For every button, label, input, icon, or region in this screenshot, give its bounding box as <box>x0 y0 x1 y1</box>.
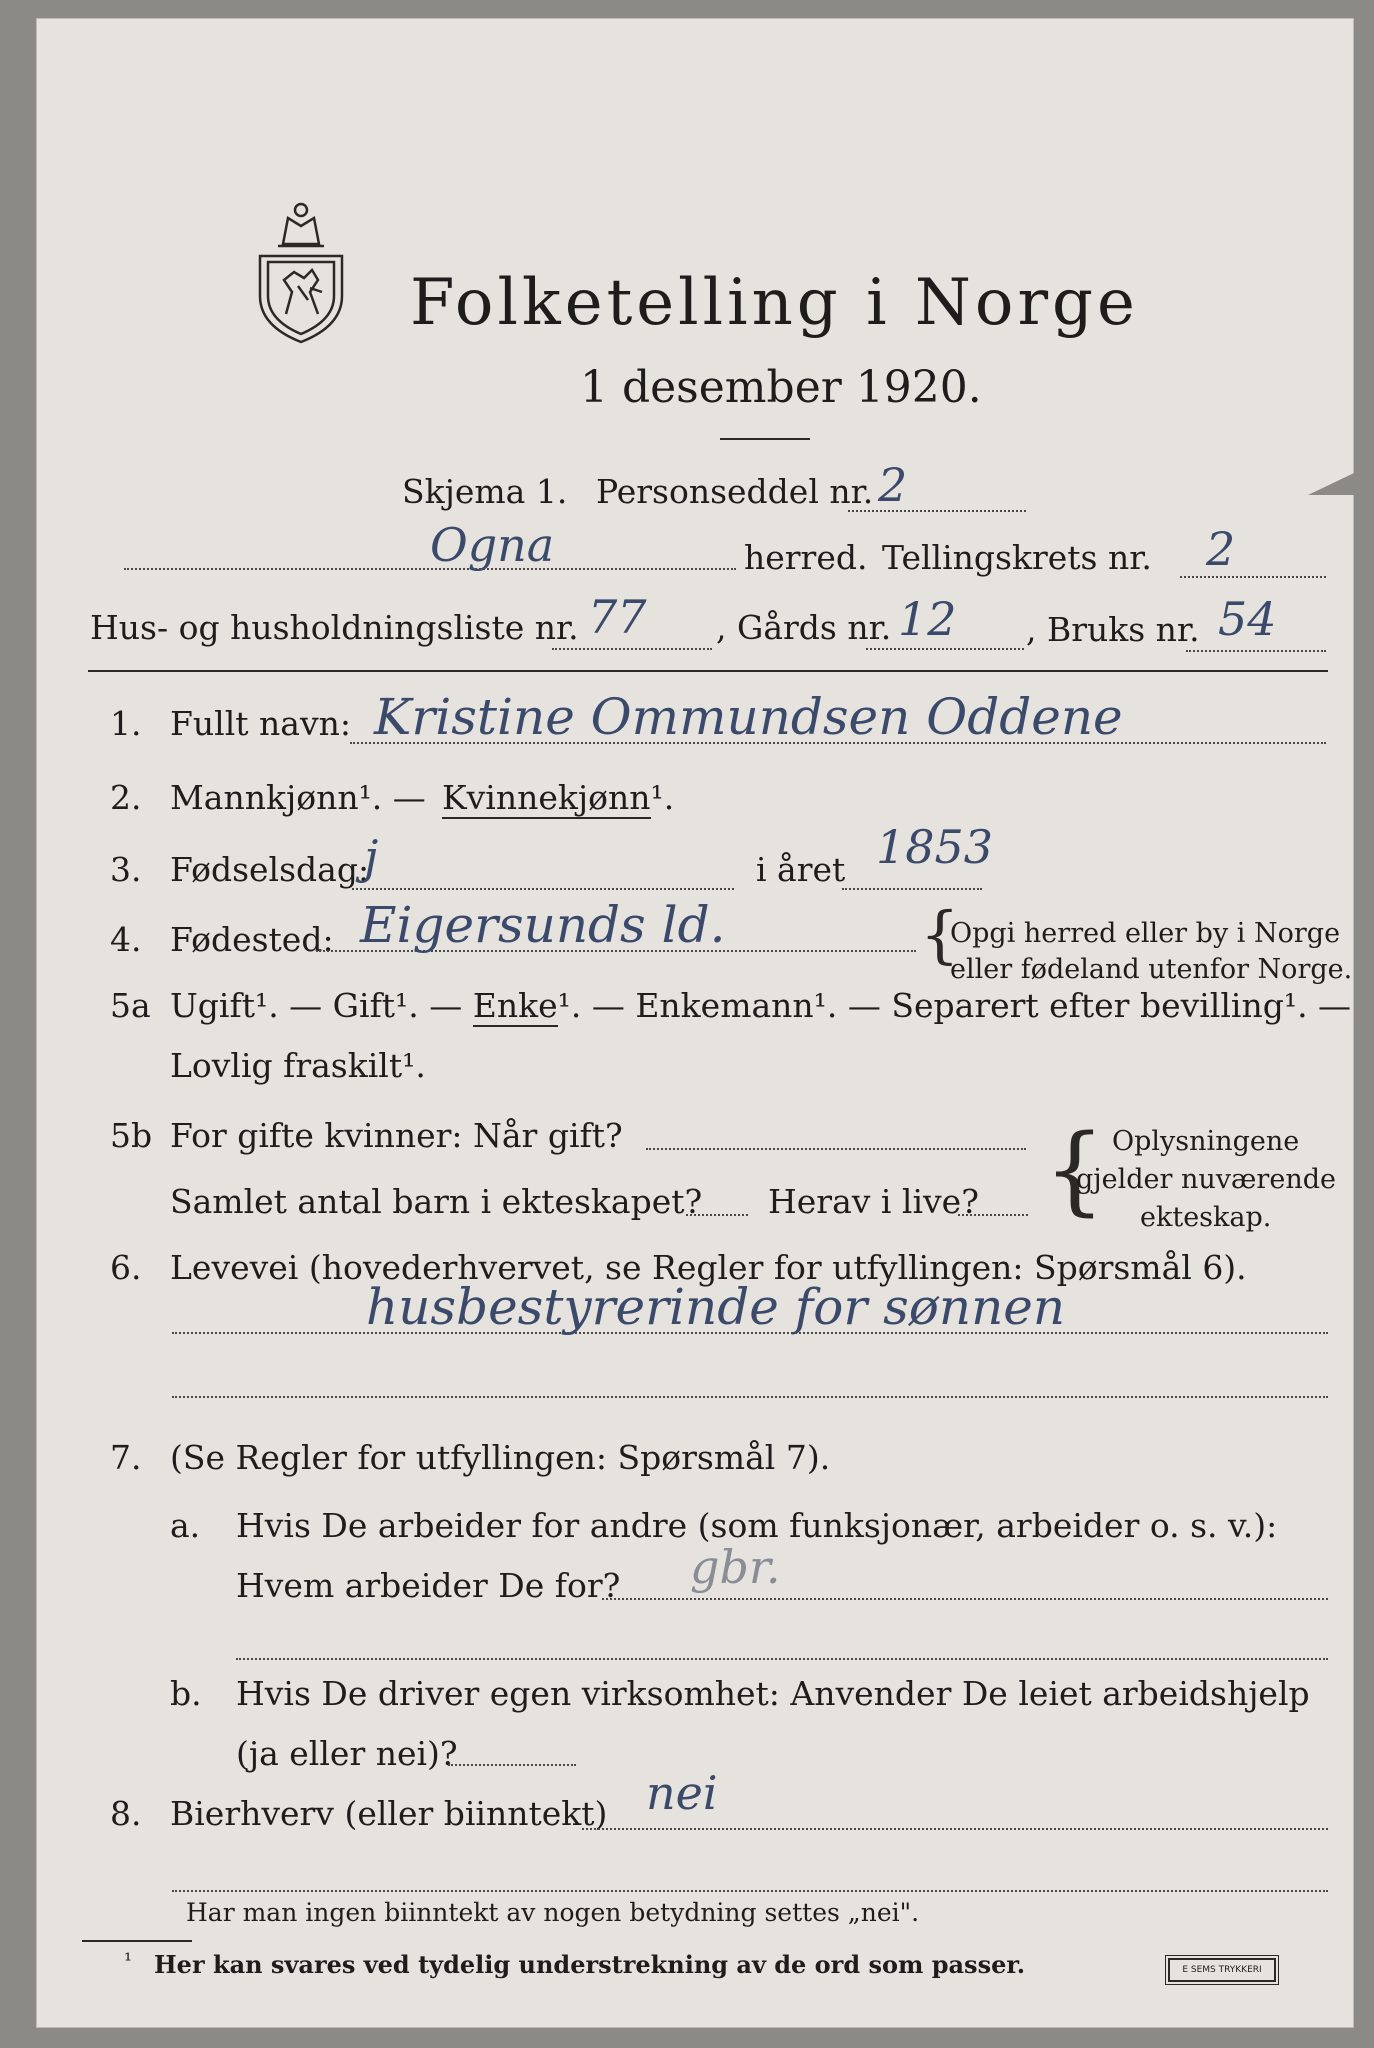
children-count-label: Samlet antal barn i ekteskapet? <box>170 1182 703 1221</box>
q1-number: 1. <box>110 704 142 743</box>
footnote-mark: ¹ <box>124 1948 133 1972</box>
occupation-field-2[interactable] <box>172 1396 1328 1398</box>
kvinnekjonn-underline: Kvinnekjønn <box>442 778 651 817</box>
q5a-number: 5a <box>110 986 151 1025</box>
employer-value: gbr. <box>690 1540 781 1594</box>
mannkjonn-option[interactable]: Mannkjønn¹. — <box>170 778 426 817</box>
side-income-field-2[interactable] <box>172 1890 1328 1892</box>
birth-year-label: i året <box>756 850 846 889</box>
q8-number: 8. <box>110 1794 142 1833</box>
herred-label: herred. <box>744 538 868 577</box>
side-income-note: Har man ingen biinntekt av nogen betydning settes „nei". <box>186 1898 920 1927</box>
q5b-note-2: gjelder nuværende <box>1076 1164 1336 1195</box>
birthday-value: j <box>364 830 379 884</box>
q6-label: Levevei (hovederhvervet, se Regler for utfyllingen: Spørsmål 6). <box>170 1248 1247 1287</box>
q5b-note-1: Oplysningene <box>1112 1126 1300 1157</box>
marital-options[interactable] <box>170 986 1351 1025</box>
gards-field[interactable] <box>866 648 1024 650</box>
hired-help-label: (ja eller nei)? <box>236 1734 458 1773</box>
census-date: 1 desember 1920. <box>580 362 982 413</box>
q1-label: Fullt navn: <box>170 704 351 743</box>
personseddel-field[interactable] <box>848 510 1026 512</box>
kvinnekjonn-option[interactable] <box>442 778 674 817</box>
printer-stamp-text: E SEMS TRYKKERI <box>1182 1965 1262 1975</box>
marital-options-part2: ¹. — Enkemann¹. — Separert efter bevilling¹. — <box>557 986 1352 1025</box>
personseddel-label: Personseddel nr. <box>596 472 874 511</box>
q8-label: Bierhverv (eller biinntekt) <box>170 1794 608 1833</box>
q4-label: Fødested: <box>170 920 334 959</box>
q4-brace: { <box>920 898 960 971</box>
birth-year-value: 1853 <box>876 820 994 874</box>
employer-field-2[interactable] <box>236 1658 1328 1660</box>
herred-value: Ogna <box>430 518 555 572</box>
q5b-brace: { <box>1044 1114 1106 1226</box>
side-income-field[interactable] <box>582 1828 1328 1830</box>
q4-number: 4. <box>110 920 142 959</box>
header-separator <box>88 670 1328 672</box>
tellingskrets-label: Tellingskrets nr. <box>882 538 1152 577</box>
tellingskrets-value: 2 <box>1206 522 1236 576</box>
title-divider <box>720 438 810 440</box>
enke-underline: Enke <box>472 986 558 1025</box>
q3-label: Fødselsdag: <box>170 850 370 889</box>
skjema-label: Skjema 1. <box>402 472 568 511</box>
birthday-field[interactable] <box>352 888 734 890</box>
q7-number: 7. <box>110 1438 142 1477</box>
kvinnekjonn-sup: ¹. <box>650 778 675 817</box>
q7a-label: Hvis De arbeider for andre (som funksjonær, arbeider o. s. v.): <box>236 1506 1278 1545</box>
hired-help-field[interactable] <box>448 1764 576 1766</box>
bruks-field[interactable] <box>1186 650 1326 652</box>
q7b-label: Hvis De driver egen virksomhet: Anvender De leiet arbeidshjelp <box>236 1674 1310 1713</box>
q5b-number: 5b <box>110 1116 153 1155</box>
children-alive-label: Herav i live? <box>768 1182 979 1221</box>
q3-number: 3. <box>110 850 142 889</box>
q7b-letter: b. <box>170 1674 202 1713</box>
husholdningsliste-field[interactable] <box>552 648 712 650</box>
employer-field[interactable] <box>602 1598 1328 1600</box>
q2-number: 2. <box>110 778 142 817</box>
q5b-note-3: ekteskap. <box>1140 1202 1272 1233</box>
q6-number: 6. <box>110 1248 142 1287</box>
husholdningsliste-value: 77 <box>588 590 647 644</box>
form-title: Folketelling i Norge <box>410 266 1139 340</box>
tellingskrets-field[interactable] <box>1180 576 1326 578</box>
personseddel-value: 2 <box>878 458 908 512</box>
when-married-field[interactable] <box>646 1148 1026 1150</box>
marital-options-line2[interactable]: Lovlig fraskilt¹. <box>170 1046 426 1085</box>
birth-year-field[interactable] <box>842 888 982 890</box>
q4-note-2: eller fødeland utenfor Norge. <box>950 954 1353 985</box>
q4-note-1: Opgi herred eller by i Norge <box>950 918 1341 949</box>
birthplace-value: Eigersunds ld. <box>360 896 726 954</box>
q7a-letter: a. <box>170 1506 201 1545</box>
norwegian-coat-of-arms-icon <box>248 196 354 346</box>
husholdningsliste-label: Hus- og husholdningsliste nr. <box>90 608 579 647</box>
gards-label: , Gårds nr. <box>716 608 892 647</box>
footnote-separator <box>82 1940 192 1942</box>
q7-label: (Se Regler for utfyllingen: Spørsmål 7). <box>170 1438 831 1477</box>
printer-stamp <box>1168 1958 1276 1982</box>
footnote-text: Her kan svares ved tydelig understrekning av de ord som passer. <box>154 1950 1026 1979</box>
marital-options-part1: Ugift¹. — Gift¹. — <box>170 986 463 1025</box>
side-income-value: nei <box>646 1766 718 1820</box>
full-name-value: Kristine Ommundsen Oddene <box>374 688 1123 746</box>
bruks-label: , Bruks nr. <box>1026 610 1200 649</box>
when-married-label: For gifte kvinner: Når gift? <box>170 1116 623 1155</box>
bruks-value: 54 <box>1218 592 1277 646</box>
children-alive-field[interactable] <box>958 1214 1028 1216</box>
occupation-value: husbestyrerinde for sønnen <box>366 1278 1066 1336</box>
census-form-sheet <box>36 18 1354 2028</box>
employer-label: Hvem arbeider De for? <box>236 1566 621 1605</box>
gards-value: 12 <box>898 592 957 646</box>
children-count-field[interactable] <box>686 1214 748 1216</box>
